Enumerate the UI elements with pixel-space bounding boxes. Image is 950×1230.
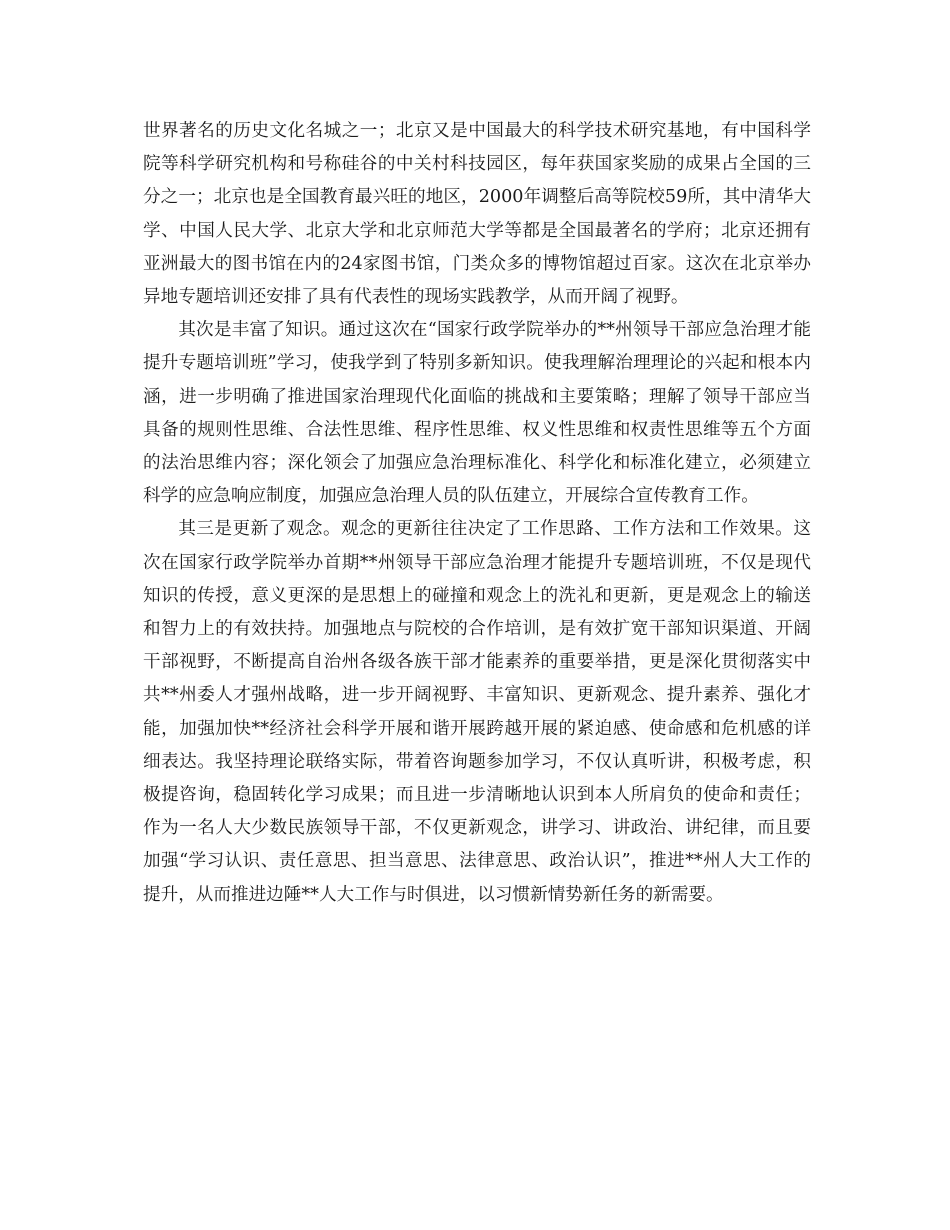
paragraph-concepts: 其三是更新了观念。观念的更新往往决定了工作思路、工作方法和工作效果。这次在国家行政学院举办首期**州领导干部应急治理才能提升专题培训班，不仅是现代知识的传授，意义更深的是思想上的碰撞和观念上的洗礼和更新，更是观念上的输送和智力上的有效扶持。加强地点与院校的合作培训，是有效扩宽干部知识渠道、开阔干部视野，不断提高自治州各级各族干部才能素养的重要举措，更是深化贯彻落实中共**州委人才强州战略，进一步开阔视野、丰富知识、更新观念、提升素养、强化才能，加强加快**经济社会科学开展和谐开展跨越开展的紧迫感、使命感和危机感的详细表达。我坚持理论联络实际，带着咨询题参加学习，不仅认真听讲，积极考虑，积极提咨询，稳固转化学习成果；而且进一步清晰地认识到本人所肩负的使命和责任；作为一名人大少数民族领导干部，不仅更新观念，讲学习、讲政治、讲纪律，而且要加强“学习认识、责任意思、担当意思、法律意思、政治认识”，推进**州人大工作的提升，从而推进边陲**人大工作与时俱进，以习惯新情势新任务的新需要。 — [143, 519, 811, 905]
paragraph-continuation: 世界著名的历史文化名城之一；北京又是中国最大的科学技术研究基地，有中国科学院等科学研究机构和号称硅谷的中关村科技园区，每年获国家奖励的成果占全国的三分之一；北京也是全国教育最兴旺的地区，2000年调整后高等院校59所，其中清华大学、中国人民大学、北京大学和北京师范大学等都是全国最著名的学府；北京还拥有亚洲最大的图书馆在内的24家图书馆，门类众多的博物馆超过百家。这次在北京举办异地专题培训还安排了具有代表性的现场实践教学，从而开阔了视野。 — [143, 121, 811, 308]
document-body — [143, 115, 811, 912]
paragraph-knowledge: 其次是丰富了知识。通过这次在“国家行政学院举办的**州领导干部应急治理才能提升专题培训班”学习，使我学到了特别多新知识。使我理解治理理论的兴起和根本内涵，进一步明确了推进国家治理现代化面临的挑战和主要策略；理解了领导干部应当具备的规则性思维、合法性思维、程序性思维、权义性思维和权责性思维等五个方面的法治思维内容；深化领会了加强应急治理标准化、科学化和标准化建立，必须建立科学的应急响应制度，加强应急治理人员的队伍建立，开展综合宣传教育工作。 — [143, 320, 811, 507]
